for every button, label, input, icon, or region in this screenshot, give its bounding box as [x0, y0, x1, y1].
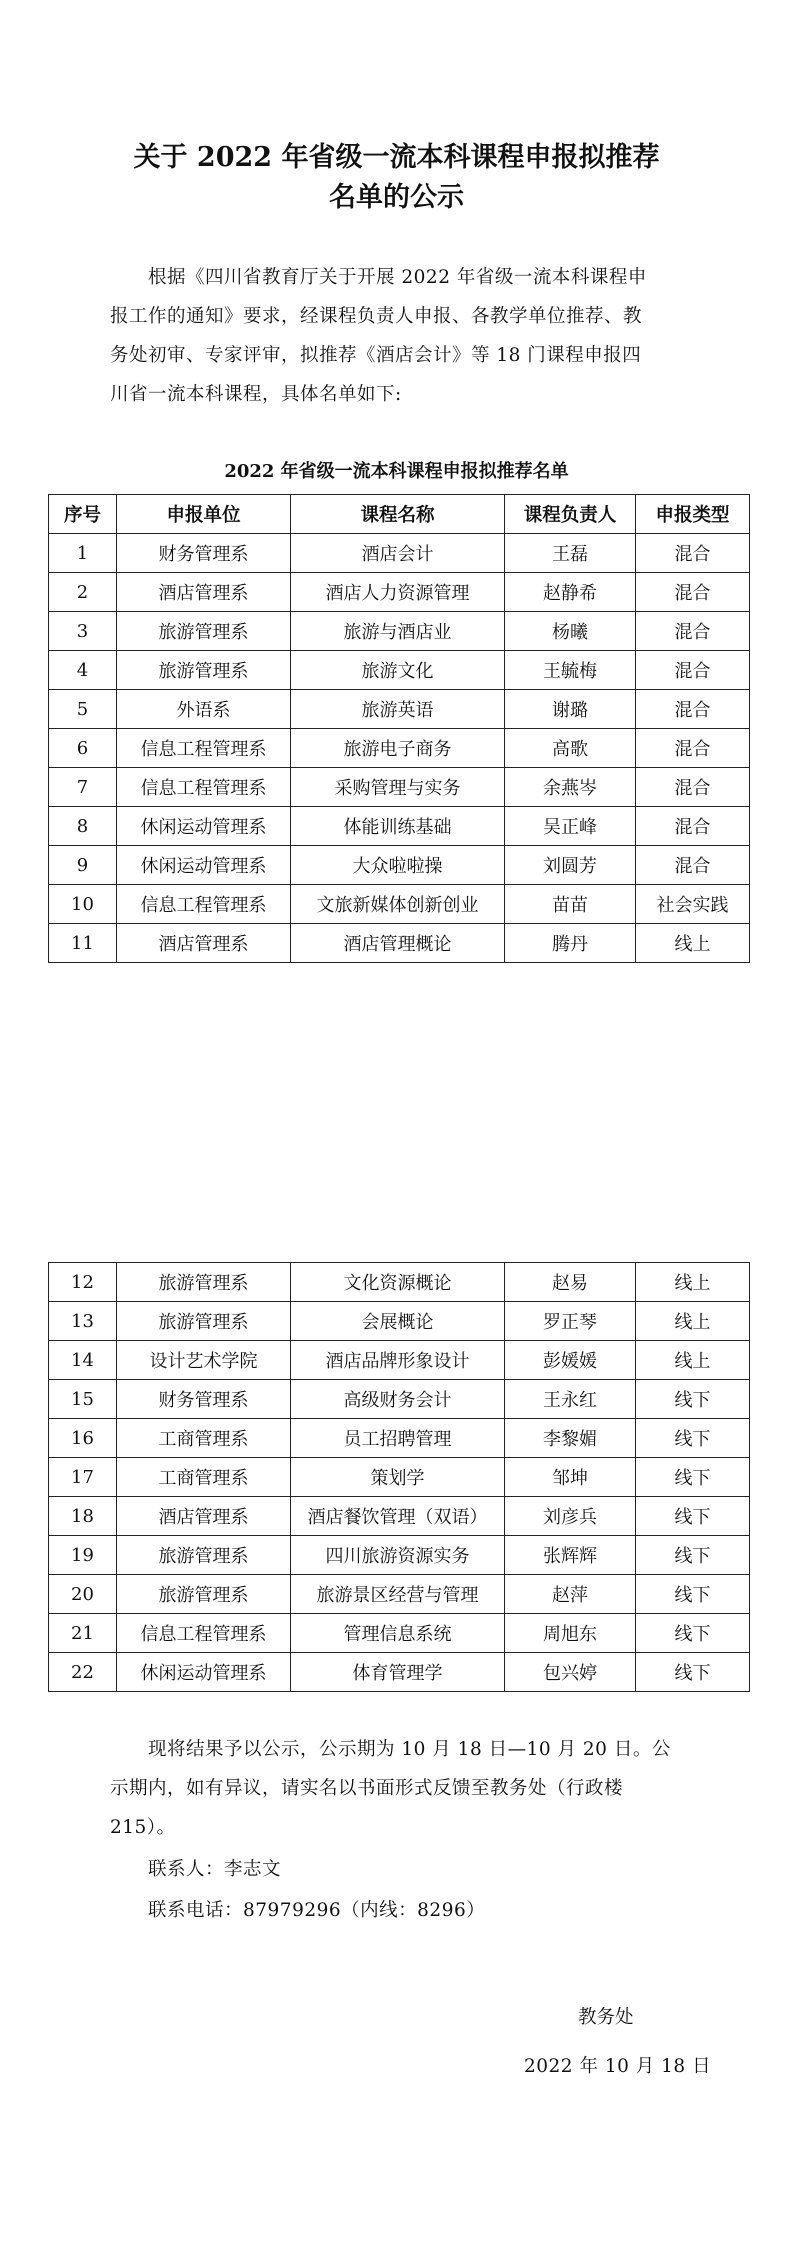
table-row	[49, 573, 750, 612]
header-lead: 课程负责人	[505, 495, 636, 534]
cell-type: 社会实践	[636, 885, 750, 924]
intro-line-3: 务处初审、专家评审，拟推荐《酒店会计》等 18 门课程申报四	[110, 345, 642, 366]
cell-lead: 罗正琴	[505, 1302, 636, 1341]
notice-line-3: 215）。	[110, 1817, 176, 1838]
cell-lead: 刘彦兵	[505, 1497, 636, 1536]
table-row	[49, 1302, 750, 1341]
cell-index: 22	[49, 1653, 117, 1692]
cell-unit: 工商管理系	[117, 1419, 291, 1458]
cell-unit: 休闲运动管理系	[117, 807, 291, 846]
header-type: 申报类型	[636, 495, 750, 534]
table-row	[49, 1341, 750, 1380]
contact-person: 联系人：李志文	[148, 1859, 282, 1880]
cell-lead: 杨曦	[505, 612, 636, 651]
cell-type: 线上	[636, 924, 750, 963]
cell-lead: 王毓梅	[505, 651, 636, 690]
cell-index: 15	[49, 1380, 117, 1419]
cell-course: 酒店品牌形象设计	[291, 1341, 505, 1380]
cell-type: 线下	[636, 1614, 750, 1653]
table-row	[49, 768, 750, 807]
table-row	[49, 1575, 750, 1614]
cell-course: 酒店管理概论	[291, 924, 505, 963]
table-row	[49, 690, 750, 729]
table-row	[49, 885, 750, 924]
cell-type: 线上	[636, 1302, 750, 1341]
cell-course: 四川旅游资源实务	[291, 1536, 505, 1575]
cell-unit: 财务管理系	[117, 534, 291, 573]
cell-type: 混合	[636, 690, 750, 729]
table-row	[49, 612, 750, 651]
course-table-part-1	[48, 494, 750, 963]
cell-type: 线下	[636, 1458, 750, 1497]
cell-index: 2	[49, 573, 117, 612]
cell-type: 混合	[636, 768, 750, 807]
table-row	[49, 807, 750, 846]
title-line-1: 关于 2022 年省级一流本科课程申报拟推荐	[133, 142, 660, 173]
cell-unit: 酒店管理系	[117, 924, 291, 963]
cell-index: 18	[49, 1497, 117, 1536]
cell-index: 11	[49, 924, 117, 963]
table-header-row	[49, 495, 750, 534]
cell-index: 9	[49, 846, 117, 885]
cell-index: 19	[49, 1536, 117, 1575]
cell-unit: 酒店管理系	[117, 573, 291, 612]
cell-type: 线下	[636, 1536, 750, 1575]
cell-type: 线上	[636, 1341, 750, 1380]
cell-course: 体育管理学	[291, 1653, 505, 1692]
table-row	[49, 1380, 750, 1419]
table-row	[49, 1458, 750, 1497]
cell-lead: 余燕岑	[505, 768, 636, 807]
cell-index: 5	[49, 690, 117, 729]
table-body-part-1	[49, 534, 750, 963]
cell-course: 会展概论	[291, 1302, 505, 1341]
cell-type: 线上	[636, 1263, 750, 1302]
cell-lead: 苗苗	[505, 885, 636, 924]
cell-unit: 外语系	[117, 690, 291, 729]
cell-lead: 王磊	[505, 534, 636, 573]
course-table-part-2	[48, 1262, 750, 1692]
cell-index: 1	[49, 534, 117, 573]
table-row	[49, 1653, 750, 1692]
cell-index: 3	[49, 612, 117, 651]
cell-index: 16	[49, 1419, 117, 1458]
cell-index: 20	[49, 1575, 117, 1614]
cell-index: 10	[49, 885, 117, 924]
cell-index: 4	[49, 651, 117, 690]
intro-line-2: 报工作的通知》要求，经课程负责人申报、各教学单位推荐、教	[110, 306, 643, 327]
cell-lead: 腾丹	[505, 924, 636, 963]
page-title	[0, 138, 793, 218]
contact-phone: 联系电话：87979296（内线：8296）	[148, 1900, 486, 1921]
cell-lead: 高歌	[505, 729, 636, 768]
cell-unit: 信息工程管理系	[117, 885, 291, 924]
cell-unit: 工商管理系	[117, 1458, 291, 1497]
cell-course: 旅游与酒店业	[291, 612, 505, 651]
table-caption: 2022 年省级一流本科课程申报拟推荐名单	[224, 461, 569, 482]
cell-course: 酒店餐饮管理（双语）	[291, 1497, 505, 1536]
cell-lead: 李黎媚	[505, 1419, 636, 1458]
cell-type: 线下	[636, 1419, 750, 1458]
cell-type: 混合	[636, 846, 750, 885]
cell-type: 线下	[636, 1380, 750, 1419]
cell-course: 旅游英语	[291, 690, 505, 729]
cell-unit: 旅游管理系	[117, 1536, 291, 1575]
cell-course: 体能训练基础	[291, 807, 505, 846]
cell-index: 17	[49, 1458, 117, 1497]
cell-unit: 旅游管理系	[117, 1575, 291, 1614]
table-row	[49, 846, 750, 885]
table-row	[49, 534, 750, 573]
notice-paragraph	[110, 1730, 714, 1847]
cell-index: 14	[49, 1341, 117, 1380]
cell-unit: 财务管理系	[117, 1380, 291, 1419]
cell-unit: 休闲运动管理系	[117, 846, 291, 885]
cell-unit: 信息工程管理系	[117, 768, 291, 807]
table-row	[49, 729, 750, 768]
title-line-2: 名单的公示	[329, 182, 464, 213]
table-row	[49, 1614, 750, 1653]
header-unit: 申报单位	[117, 495, 291, 534]
cell-course: 采购管理与实务	[291, 768, 505, 807]
cell-unit: 信息工程管理系	[117, 729, 291, 768]
cell-lead: 赵萍	[505, 1575, 636, 1614]
cell-type: 线下	[636, 1575, 750, 1614]
table-row	[49, 1263, 750, 1302]
intro-line-4: 川省一流本科课程，具体名单如下:	[110, 384, 402, 405]
cell-type: 混合	[636, 534, 750, 573]
signature-office: 教务处	[578, 2007, 634, 2028]
cell-lead: 赵易	[505, 1263, 636, 1302]
cell-type: 混合	[636, 807, 750, 846]
cell-index: 6	[49, 729, 117, 768]
cell-index: 8	[49, 807, 117, 846]
cell-course: 旅游景区经营与管理	[291, 1575, 505, 1614]
table-row	[49, 1536, 750, 1575]
cell-type: 混合	[636, 651, 750, 690]
cell-course: 策划学	[291, 1458, 505, 1497]
cell-lead: 周旭东	[505, 1614, 636, 1653]
cell-type: 混合	[636, 729, 750, 768]
cell-type: 混合	[636, 612, 750, 651]
header-index: 序号	[49, 495, 117, 534]
cell-index: 13	[49, 1302, 117, 1341]
header-course: 课程名称	[291, 495, 505, 534]
table-row	[49, 1419, 750, 1458]
cell-lead: 王永红	[505, 1380, 636, 1419]
cell-lead: 刘圆芳	[505, 846, 636, 885]
table-row	[49, 1497, 750, 1536]
cell-unit: 旅游管理系	[117, 1302, 291, 1341]
cell-unit: 旅游管理系	[117, 651, 291, 690]
cell-lead: 赵静希	[505, 573, 636, 612]
cell-type: 线下	[636, 1653, 750, 1692]
signature-date: 2022 年 10 月 18 日	[524, 2056, 712, 2077]
cell-lead: 邹坤	[505, 1458, 636, 1497]
cell-course: 酒店人力资源管理	[291, 573, 505, 612]
cell-course: 大众啦啦操	[291, 846, 505, 885]
cell-course: 高级财务会计	[291, 1380, 505, 1419]
cell-course: 文化资源概论	[291, 1263, 505, 1302]
cell-unit: 旅游管理系	[117, 1263, 291, 1302]
cell-course: 文旅新媒体创新创业	[291, 885, 505, 924]
cell-course: 管理信息系统	[291, 1614, 505, 1653]
cell-unit: 旅游管理系	[117, 612, 291, 651]
cell-lead: 张辉辉	[505, 1536, 636, 1575]
notice-line-1: 现将结果予以公示，公示期为 10 月 18 日—10 月 20 日。公	[148, 1739, 671, 1760]
cell-course: 旅游电子商务	[291, 729, 505, 768]
cell-course: 旅游文化	[291, 651, 505, 690]
intro-paragraph	[110, 258, 714, 414]
cell-lead: 包兴婷	[505, 1653, 636, 1692]
cell-index: 21	[49, 1614, 117, 1653]
cell-type: 线下	[636, 1497, 750, 1536]
cell-index: 12	[49, 1263, 117, 1302]
cell-unit: 设计艺术学院	[117, 1341, 291, 1380]
cell-unit: 酒店管理系	[117, 1497, 291, 1536]
cell-unit: 休闲运动管理系	[117, 1653, 291, 1692]
cell-index: 7	[49, 768, 117, 807]
cell-lead: 彭媛媛	[505, 1341, 636, 1380]
notice-line-2: 示期内，如有异议，请实名以书面形式反馈至教务处（行政楼	[110, 1778, 624, 1799]
intro-line-1: 根据《四川省教育厅关于开展 2022 年省级一流本科课程申	[148, 267, 647, 288]
cell-lead: 吴正峰	[505, 807, 636, 846]
cell-type: 混合	[636, 573, 750, 612]
cell-unit: 信息工程管理系	[117, 1614, 291, 1653]
cell-course: 酒店会计	[291, 534, 505, 573]
cell-course: 员工招聘管理	[291, 1419, 505, 1458]
cell-lead: 谢璐	[505, 690, 636, 729]
table-row	[49, 651, 750, 690]
table-row	[49, 924, 750, 963]
table-body-part-2	[49, 1263, 750, 1692]
